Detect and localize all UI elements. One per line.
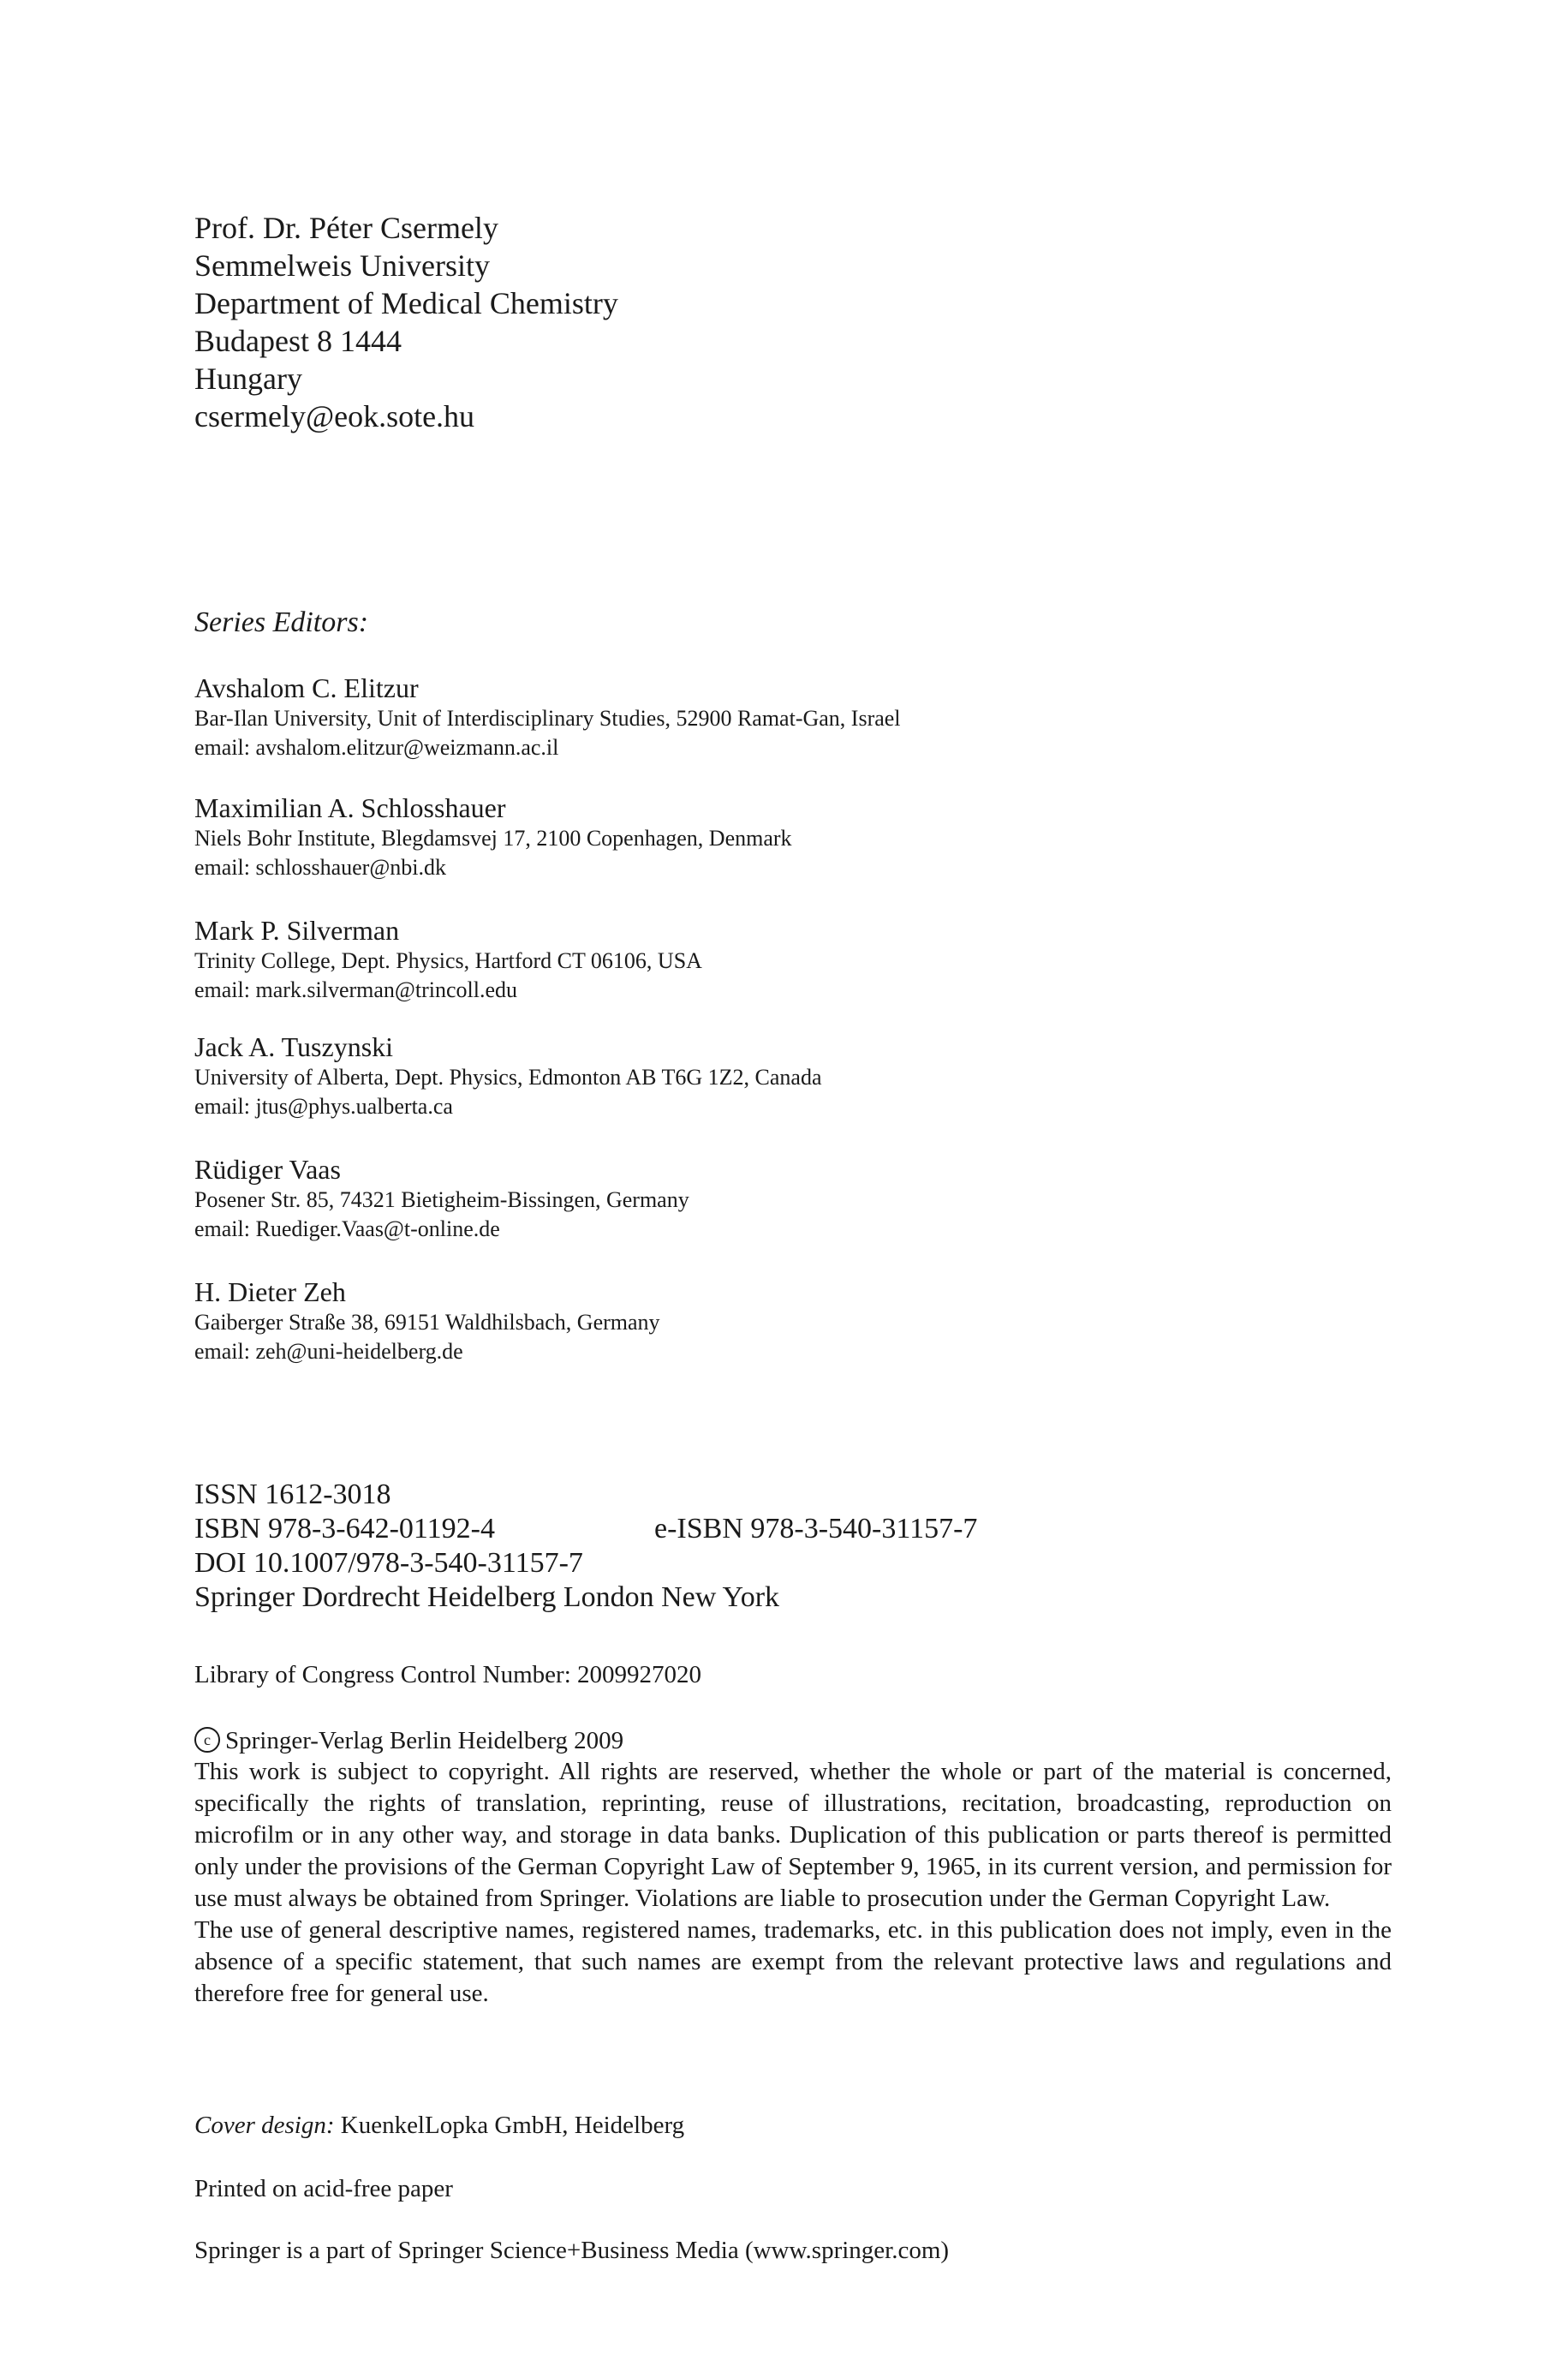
doi: DOI 10.1007/978-3-540-31157-7 <box>194 1547 583 1579</box>
copyright-paragraph: This work is subject to copyright. All rights are reserved, whether the whole or part of the material is concerned, specifically the rights of translation, reprinting, reuse of illustrations, recitation, broadcasting, reproduction on microfilm or in any other way, and storage in data banks. Duplication of this publication or parts thereof is permitted only under the provisions of the German Copyright Law of September 9, 1965, in its current version, and permission for use must always be obtained from Springer. Violations are liable to prosecution under the German Copyright Law. <box>194 1758 1392 1912</box>
copyright-line <box>194 1725 1392 1756</box>
editor-name: Avshalom C. Elitzur <box>194 672 419 703</box>
publisher-places: Springer Dordrecht Heidelberg London New York <box>194 1581 780 1613</box>
editor-entry <box>194 672 901 762</box>
editor-name: Maximilian A. Schlosshauer <box>194 792 506 823</box>
editor-affiliation: Bar-Ilan University, Unit of Interdisciplinary Studies, 52900 Ramat-Gan, Israel <box>194 706 901 731</box>
editor-entry <box>194 914 702 1005</box>
lccn: Library of Congress Control Number: 2009927020 <box>194 1661 702 1688</box>
editor-email: email: avshalom.elitzur@weizmann.ac.il <box>194 735 559 760</box>
editor-entry <box>194 792 792 882</box>
editor-name: H. Dieter Zeh <box>194 1276 346 1307</box>
isbn-row <box>194 1512 978 1546</box>
editor-affiliation: Niels Bohr Institute, Blegdamsvej 17, 2100 Copenhagen, Denmark <box>194 826 792 851</box>
editor-name: Mark P. Silverman <box>194 915 400 946</box>
editor-email: email: mark.silverman@trincoll.edu <box>194 977 517 1002</box>
editor-email: email: Ruediger.Vaas@t-online.de <box>194 1216 500 1241</box>
bibliographic-info <box>194 1478 978 1615</box>
copyright-notice <box>194 1725 1392 2010</box>
trademark-paragraph: The use of general descriptive names, registered names, trademarks, etc. in this publication does not imply, even in the absence of a specific statement, that such names are exempt from the relevant protective laws and regulations and therefore free for general use. <box>194 1916 1392 2007</box>
cover-design-value: KuenkelLopka GmbH, Heidelberg <box>340 2112 685 2139</box>
editor-email: email: schlosshauer@nbi.dk <box>194 855 446 880</box>
cover-design-label: Cover design: <box>194 2112 335 2139</box>
author-country: Hungary <box>194 361 302 396</box>
author-institution: Semmelweis University <box>194 248 490 283</box>
author-address <box>194 209 618 435</box>
issn: ISSN 1612-3018 <box>194 1479 391 1510</box>
copyright-holder: Springer-Verlag Berlin Heidelberg 2009 <box>225 1727 624 1754</box>
editor-affiliation: Gaiberger Straße 38, 69151 Waldhilsbach, Germany <box>194 1310 660 1335</box>
editor-name: Jack A. Tuszynski <box>194 1031 394 1062</box>
author-department: Department of Medical Chemistry <box>194 286 618 320</box>
e-isbn: e-ISBN 978-3-540-31157-7 <box>654 1513 978 1545</box>
paper-note: Printed on acid-free paper <box>194 2175 453 2202</box>
springer-note: Springer is a part of Springer Science+Business Media (www.springer.com) <box>194 2237 950 2264</box>
editor-entry <box>194 1153 689 1244</box>
copyright-icon: c <box>194 1727 220 1753</box>
series-editors-heading: Series Editors: <box>194 606 369 638</box>
editor-affiliation: Trinity College, Dept. Physics, Hartford CT 06106, USA <box>194 948 702 973</box>
editor-email: email: zeh@uni-heidelberg.de <box>194 1339 463 1364</box>
editor-email: email: jtus@phys.ualberta.ca <box>194 1094 453 1119</box>
isbn: ISBN 978-3-642-01192-4 <box>194 1513 495 1545</box>
author-email: csermely@eok.sote.hu <box>194 399 475 433</box>
editor-affiliation: University of Alberta, Dept. Physics, Edmonton AB T6G 1Z2, Canada <box>194 1065 822 1090</box>
editor-entry <box>194 1031 822 1121</box>
cover-design <box>194 2110 684 2141</box>
editor-affiliation: Posener Str. 85, 74321 Bietigheim-Bissingen, Germany <box>194 1187 689 1212</box>
author-city: Budapest 8 1444 <box>194 324 402 358</box>
editor-entry <box>194 1276 660 1366</box>
author-name: Prof. Dr. Péter Csermely <box>194 211 498 245</box>
editor-name: Rüdiger Vaas <box>194 1154 341 1185</box>
